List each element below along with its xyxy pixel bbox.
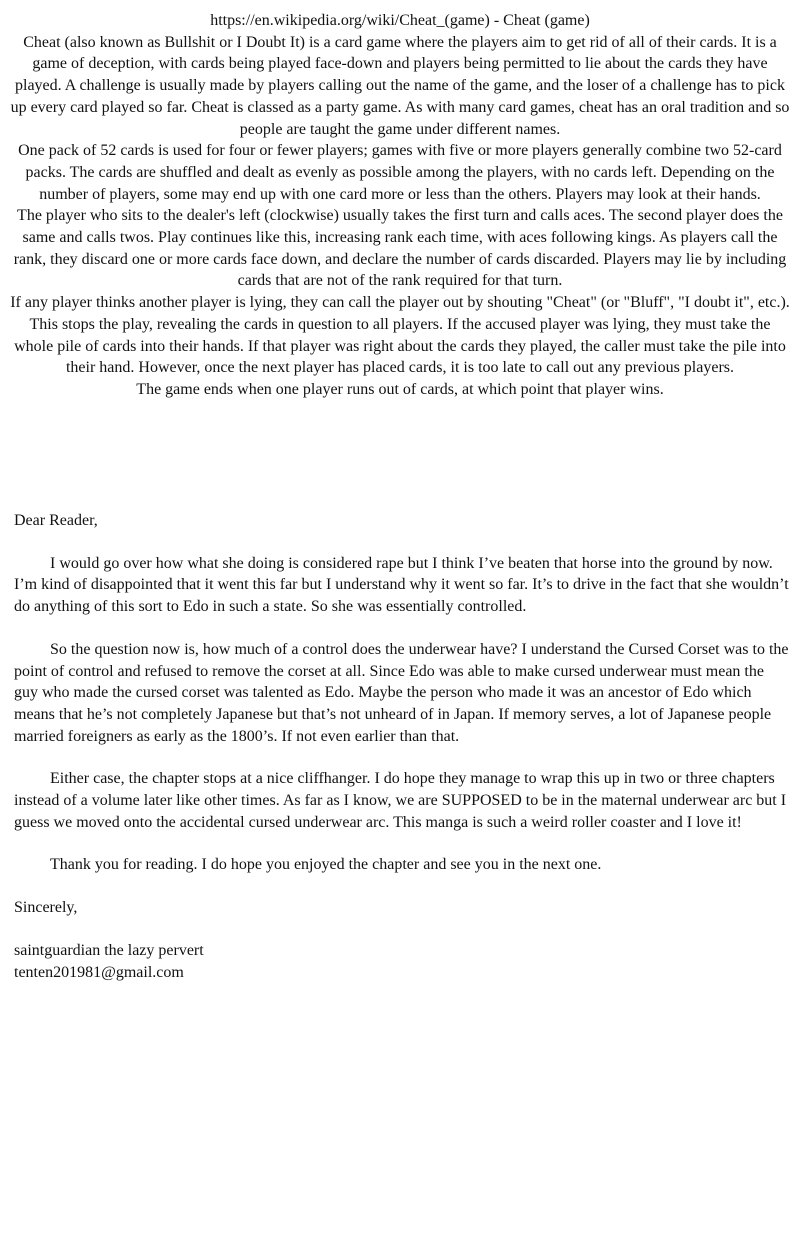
wiki-paragraph-challenge: If any player thinks another player is lying, they can call the player out by shouting "Cheat" (or "Bluff", "I doubt it", etc.). This stops the play, revealing the cards in question to all players. If the accused player was lying, they must take the whole pile of cards into their hands. If that player was right about the cards they played, the caller must take the pile into their hand. However, once the next player has placed cards, it is too late to call out any previous players. [10,294,790,377]
source-url: https://en.wikipedia.org/wiki/Cheat_(game) [210,12,490,29]
source-title: Cheat (game) [503,12,590,29]
wiki-paragraph-intro: Cheat (also known as Bullshit or I Doubt It) is a card game where the players aim to get rid of all of their cards. It is a game of deception, with cards being played face-down and players being permitted to lie about the cards they have played. A challenge is usually made by players calling out the name of the game, and the loser of a challenge has to pick up every card played so far. Cheat is classed as a party game. As with many card games, cheat has an oral tradition and so people are taught the game under different names. [10,33,790,138]
letter-paragraph-1: I would go over how what she doing is considered rape but I think I’ve beaten that horse into the ground by now. I’m kind of disappointed that it went this far but I understand why it went so far. It’s to drive in the fact that she wouldn’t do anything of this sort to Edo in such a state. So she was essentially controlled. [14,554,789,616]
source-header [8,10,792,32]
header-separator: - [489,12,504,29]
letter-signature: saintguardian the lazy pervert [14,941,204,959]
letter-paragraph-2: So the question now is, how much of a control does the underwear have? I understand the Cursed Corset was to the point of control and refused to remove the corset at all. Since Edo was able to make cursed underwear must mean the guy who made the cursed corset was talented as Edo. Maybe the person who made it was an ancestor of Edo which means that he’s not completely Japanese but that’s not unheard of in Japan. If memory serves, a lot of Japanese people married foreigners as early as the 1800’s. If not even earlier than that. [14,640,789,745]
spacer [14,876,790,897]
letter-greeting: Dear Reader, [14,512,98,529]
wiki-paragraph-deal: One pack of 52 cards is used for four or fewer players; games with five or more players generally combine two 52-card packs. The cards are shuffled and dealt as evenly as possible among the players, with no cards left. Depending on the number of players, some may end up with one card more or less than the others. Players may look at their hands. [18,142,782,203]
spacer [14,532,790,553]
letter-paragraph-3: Either case, the chapter stops at a nice cliffhanger. I do hope they manage to wrap this up in two or three chapters instead of a volume later like other times. As far as I know, we are SUPPOSED to be in the maternal underwear arc but I guess we moved onto the accidental cursed underwear arc. This manga is such a weird roller coaster and I love it! [14,770,787,831]
wiki-excerpt [8,10,792,401]
letter-paragraph-4: Thank you for reading. I do hope you enjoyed the chapter and see you in the next one. [50,856,602,874]
spacer [14,833,790,854]
wiki-paragraph-play: The player who sits to the dealer's left (clockwise) usually takes the first turn and calls aces. The second player does the same and calls twos. Play continues like this, increasing rank each time, with aces following kings. As players call the rank, they discard one or more cards face down, and declare the number of cards discarded. Players may lie by including cards that are not of the rank required for that turn. [13,207,787,290]
letter-closing: Sincerely, [14,899,78,917]
spacer [14,618,790,639]
wiki-paragraph-end: The game ends when one player runs out of cards, at which point that player wins. [136,380,664,398]
spacer [14,747,790,768]
spacer [14,919,790,940]
letter-email: tenten201981@gmail.com [14,963,184,981]
letter-body [14,510,790,983]
